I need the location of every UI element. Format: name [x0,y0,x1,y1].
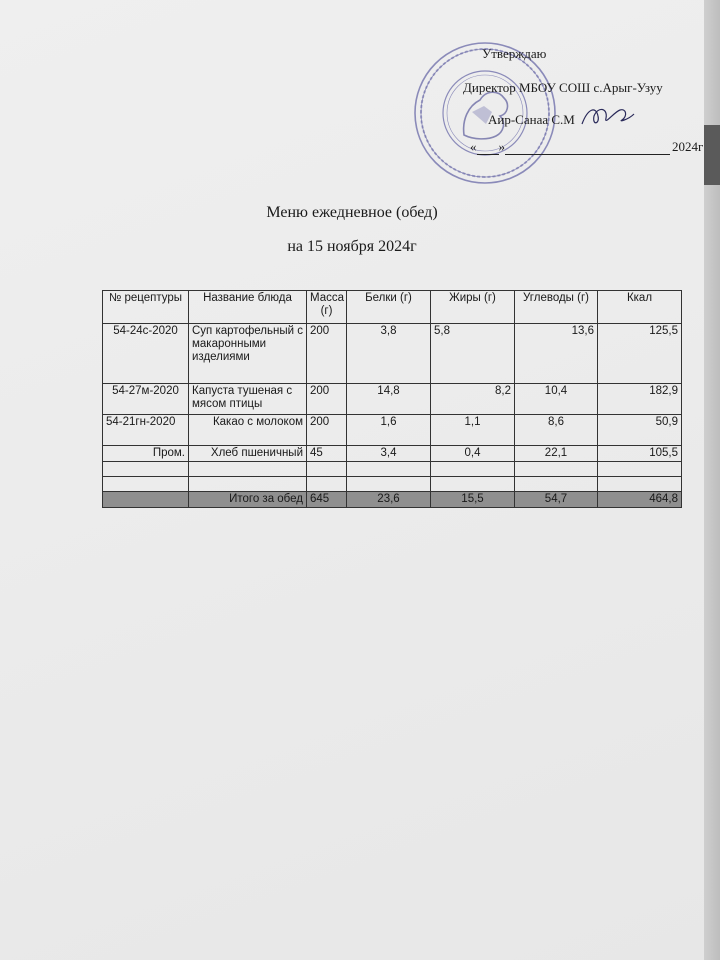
table-row [103,384,682,415]
table-total-row [103,492,682,508]
menu-table [102,290,682,508]
total-mass: 645 [307,492,347,508]
cell-dish: Какао с молоком [189,415,307,446]
cell-dish: Капуста тушеная с мясом птицы [189,384,307,415]
header-fat: Жиры (г) [431,291,515,324]
header-recipe-number: № рецептуры [103,291,189,324]
total-cell-recipe [103,492,189,508]
table-row [103,324,682,384]
approval-position: Директор МБОУ СОШ с.Арыг-Узуу [463,80,663,95]
approval-year: 2024г [672,139,704,154]
table-row-empty [103,477,682,492]
total-fat: 15,5 [431,492,515,508]
date-open-quote: « [470,139,477,154]
document-title: Меню ежедневное (обед) [266,204,438,221]
cell-mass: 200 [307,415,347,446]
document-subtitle: на 15 ноября 2024г [287,238,417,255]
cell-mass: 45 [307,446,347,462]
cell-recipe: Пром. [103,446,189,462]
cell-protein: 3,4 [347,446,431,462]
cell-protein: 1,6 [347,415,431,446]
cell-mass: 200 [307,324,347,384]
header-carbs: Углеводы (г) [515,291,598,324]
cell-kcal: 105,5 [598,446,682,462]
cell-kcal: 125,5 [598,324,682,384]
cell-carbs: 13,6 [515,324,598,384]
handwritten-signature [578,102,636,132]
total-label: Итого за обед [189,492,307,508]
total-kcal: 464,8 [598,492,682,508]
table-header-row [103,291,682,324]
cell-dish: Суп картофельный с макаронными изделиями [189,324,307,384]
cell-fat: 0,4 [431,446,515,462]
approval-header: Утверждаю [482,46,547,61]
cell-fat: 8,2 [431,384,515,415]
date-blank-line [505,144,670,155]
cell-fat: 5,8 [431,324,515,384]
cell-fat: 1,1 [431,415,515,446]
cell-mass: 200 [307,384,347,415]
cell-kcal: 182,9 [598,384,682,415]
approval-date-line [470,139,703,155]
header-kcal: Ккал [598,291,682,324]
date-blank-day [477,144,499,155]
cell-recipe: 54-27м-2020 [103,384,189,415]
header-mass: Масса (г) [307,291,347,324]
cell-carbs: 10,4 [515,384,598,415]
approval-signatory: Аир-Санаа С.М [488,112,575,127]
cell-recipe: 54-24с-2020 [103,324,189,384]
cell-recipe: 54-21гн-2020 [103,415,189,446]
table-row [103,415,682,446]
table-row-empty [103,462,682,477]
cell-dish: Хлеб пшеничный [189,446,307,462]
total-protein: 23,6 [347,492,431,508]
cell-carbs: 8,6 [515,415,598,446]
cell-kcal: 50,9 [598,415,682,446]
cell-carbs: 22,1 [515,446,598,462]
total-carbs: 54,7 [515,492,598,508]
header-dish-name: Название блюда [189,291,307,324]
table-row [103,446,682,462]
header-protein: Белки (г) [347,291,431,324]
date-close-quote: » [498,139,505,154]
background-edge [704,0,720,960]
cell-protein: 3,8 [347,324,431,384]
cell-protein: 14,8 [347,384,431,415]
